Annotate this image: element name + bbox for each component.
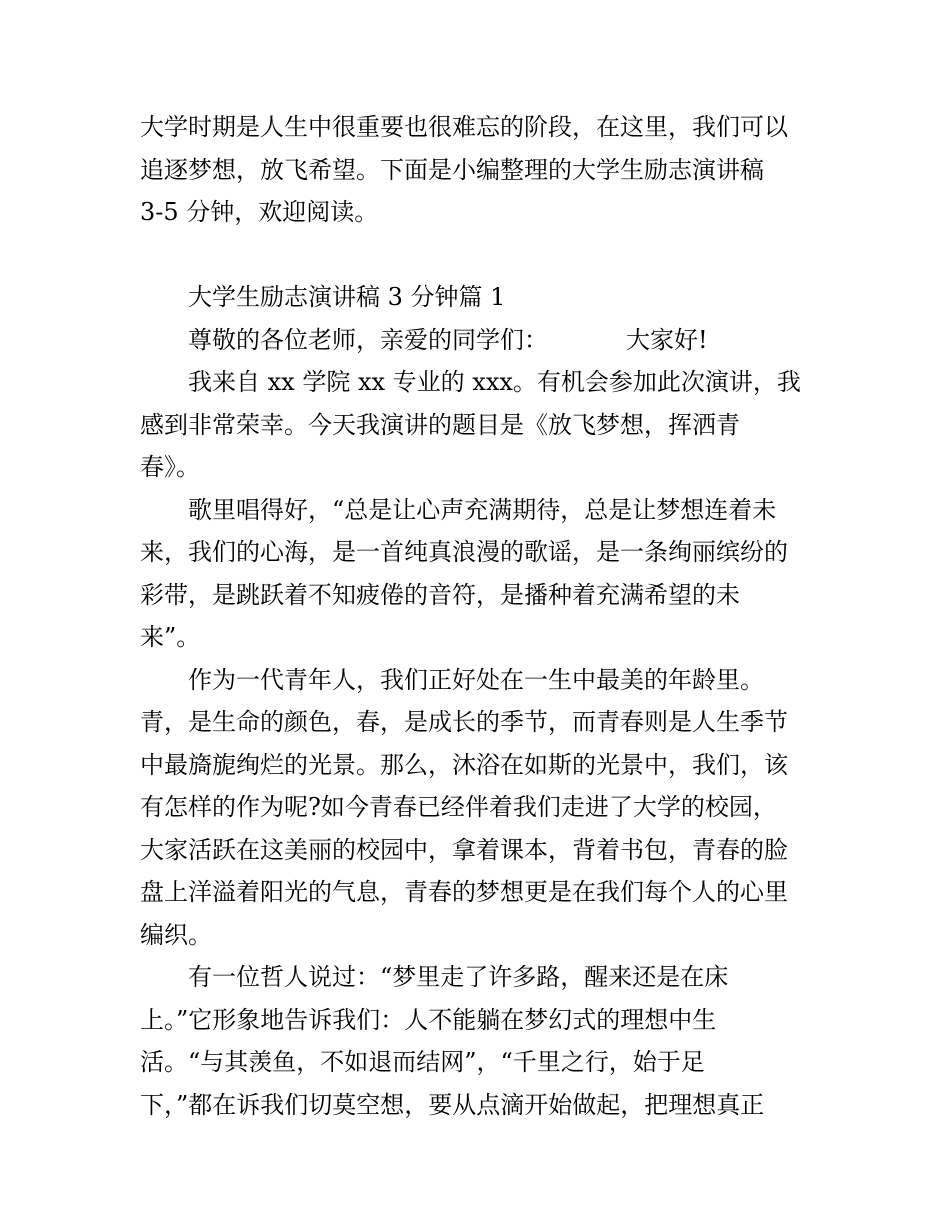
text-line: 青，是生命的颜色，春，是成长的季节，而青春则是人生季节 [140,708,788,736]
text-line: 活。“与其羡鱼，不如退而结网”，“千里之行，始于足 [140,1048,705,1076]
text-line: 盘上洋溢着阳光的气息，青春的梦想更是在我们每个人的心里 [140,878,788,906]
section-title: 大学生励志演讲稿 3 分钟篇 1 [188,283,506,311]
document-body [140,106,812,1126]
paragraph-song [140,489,812,659]
text-line: 来”。 [140,623,201,651]
text-line: 上。”它形象地告诉我们：人不能躺在梦幻式的理想中生 [140,1005,717,1034]
greeting-hello: 大家好! [626,325,708,354]
greeting-line [140,319,812,362]
text-line: 来，我们的心海，是一首纯真浪漫的歌谣，是一条绚丽缤纷的 [140,538,788,566]
text-line: 有一位哲人说过：“梦里走了许多路，醒来还是在床 [188,963,729,991]
intro-paragraph [140,106,812,234]
text-line: 彩带，是跳跃着不知疲倦的音符，是播种着充满希望的未 [140,580,740,609]
paragraph-youth [140,659,812,957]
text-line: 我来自 xx 学院 xx 专业的 xxx。有机会参加此次演讲，我 [188,368,801,396]
text-line: 感到非常荣幸。今天我演讲的题目是《放飞梦想，挥洒青 [140,410,740,439]
text-line: 大学时期是人生中很重要也很难忘的阶段，在这里，我们可以 [140,113,788,141]
text-line: 歌里唱得好，“总是让心声充满期待，总是让梦想连着未 [188,495,777,524]
text-line: 追逐梦想，放飞希望。下面是小编整理的大学生励志演讲稿 [140,155,764,184]
greeting-audience: 尊敬的各位老师，亲爱的同学们： [188,325,548,354]
paragraph-philosopher [140,956,812,1126]
text-line: 大家活跃在这美丽的校园中，拿着课本，背着书包，青春的脸 [140,835,788,864]
text-line: 作为一代青年人，我们正好处在一生中最美的年龄里。 [188,665,764,694]
text-line: 下，”都在诉我们切莫空想，要从点滴开始做起，把理想真正 [140,1090,765,1119]
blank-line [140,234,812,277]
text-line: 春》。 [140,453,200,481]
text-line: 中最旖旎绚烂的光景。那么，沐浴在如斯的光景中，我们，该 [140,750,788,779]
paragraph-introduction [140,361,812,489]
text-line: 编织。 [140,920,212,949]
text-line: 有怎样的作为呢?如今青春已经伴着我们走进了大学的校园， [140,793,777,821]
text-line: 3-5 分钟，欢迎阅读。 [140,198,379,226]
